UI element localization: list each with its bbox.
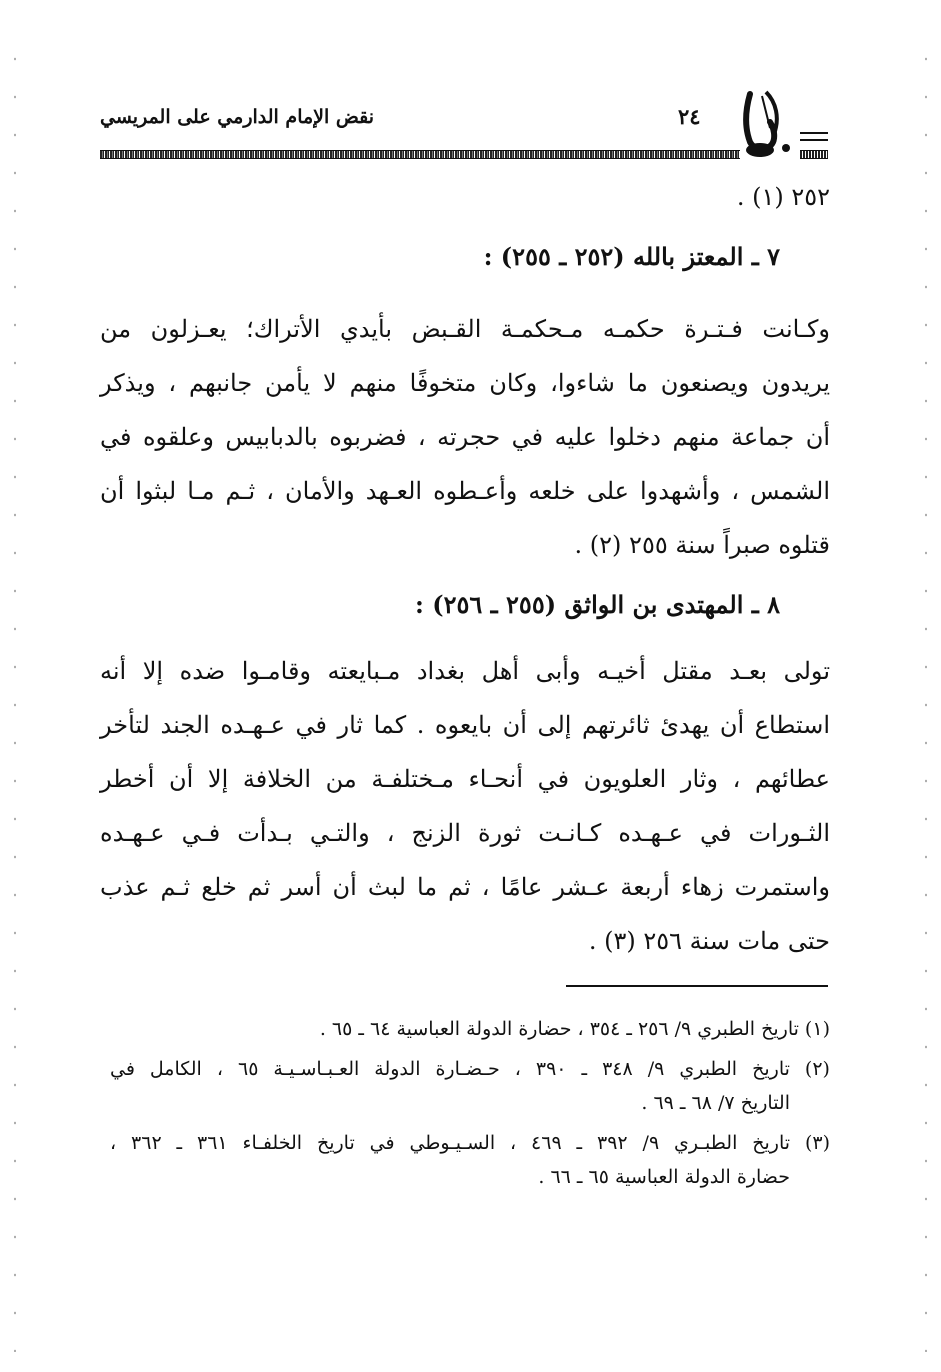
header-rule-accent-lower bbox=[800, 150, 828, 159]
footnote-line: التاريخ ٧/ ٦٨ ـ ٦٩ . bbox=[641, 1092, 790, 1114]
text-line: الشمس ، وأشهدوا على خلعه وأعـطوه العـهد والأمان ، ثـم مـا لبثوا أن bbox=[100, 477, 830, 505]
header-rule bbox=[100, 150, 740, 159]
footnotes bbox=[110, 1012, 830, 1200]
footnote-line: (٣) تاريخ الطبـري ٩/ ٣٩٢ ـ ٤٦٩ ، السـيـوطي في تاريخ الخلفـاء ٣٦١ ـ ٣٦٢ ، bbox=[110, 1132, 830, 1154]
footnote-3 bbox=[110, 1126, 830, 1194]
section-heading-7: ٧ ـ المعتز بالله (٢٥٢ ـ ٢٥٥) : bbox=[483, 242, 780, 271]
text-line: حتى مات سنة ٢٥٦ (٣) . bbox=[588, 927, 830, 955]
footnote-line: حضارة الدولة العباسية ٦٥ ـ ٦٦ . bbox=[538, 1166, 790, 1188]
text-line: قتلوه صبراً سنة ٢٥٥ (٢) . bbox=[574, 531, 830, 559]
quill-ornament-icon bbox=[736, 88, 796, 160]
scan-border-left bbox=[14, 40, 16, 1352]
section-heading-8: ٨ ـ المهتدى بن الواثق (٢٥٥ ـ ٢٥٦) : bbox=[415, 590, 780, 619]
text-line: الثـورات في عـهـده كـانـت ثورة الزنج ، والتـي بـدأت فـي عـهـده bbox=[100, 819, 830, 847]
text-line: وكـانت فـتـرة حكمـه مـحكمـة القـبض بأيدي الأتراك؛ يعـزلون من bbox=[100, 315, 830, 343]
page-number: ٢٤ bbox=[678, 104, 701, 129]
footnote-line: (١) تاريخ الطبري ٩/ ٢٥٦ ـ ٣٥٤ ، حضارة الدولة العباسية ٦٤ ـ ٦٥ . bbox=[319, 1018, 830, 1040]
section-7-paragraph bbox=[100, 302, 830, 572]
section-8-paragraph bbox=[100, 644, 830, 968]
continued-text bbox=[100, 170, 830, 224]
text-line: استطاع أن يهدئ ثائرتهم إلى أن بايعوه . كما ثار في عـهـده الجند لتأخر bbox=[100, 711, 830, 739]
scan-border-right bbox=[925, 40, 927, 1352]
footnote-1 bbox=[110, 1012, 830, 1046]
text-line: عطائهم ، وثار العلويون في أنحـاء مـختلفـة من الخلافة إلا أن أخطر bbox=[100, 765, 830, 793]
text-line: تولى بعـد مقتل أخيـه وأبى أهل بغداد مـبايعته وقامـوا ضده إلا أنه bbox=[100, 657, 830, 685]
header-rule-accent bbox=[800, 132, 828, 141]
page-header bbox=[100, 88, 828, 160]
text-line: يريدون ويصنعون ما شاءوا، وكان متخوفًا منهم لا يأمن جانبهم ، ويذكر bbox=[100, 369, 830, 397]
text-line: أن جماعة منهم دخلوا عليه في حجرته ، فضربوه بالدبابيس وعلقوه في bbox=[100, 423, 831, 451]
text-line: ٢٥٢ (١) . bbox=[736, 183, 830, 211]
footnote-line: (٢) تاريخ الطبري ٩/ ٣٤٨ ـ ٣٩٠ ، حـضـارة الدولة العـبـاسـيـة ٦٥ ، الكامل في bbox=[110, 1058, 830, 1080]
running-title: نقض الإمام الدارمي على المريسي bbox=[100, 106, 375, 128]
text-line: واستمرت زهاء أربعة عـشر عامًا ، ثم ما لبث أن أسر ثم خلع ثـم عذب bbox=[100, 873, 830, 901]
footnote-divider bbox=[566, 985, 828, 987]
footnote-2 bbox=[110, 1052, 830, 1120]
